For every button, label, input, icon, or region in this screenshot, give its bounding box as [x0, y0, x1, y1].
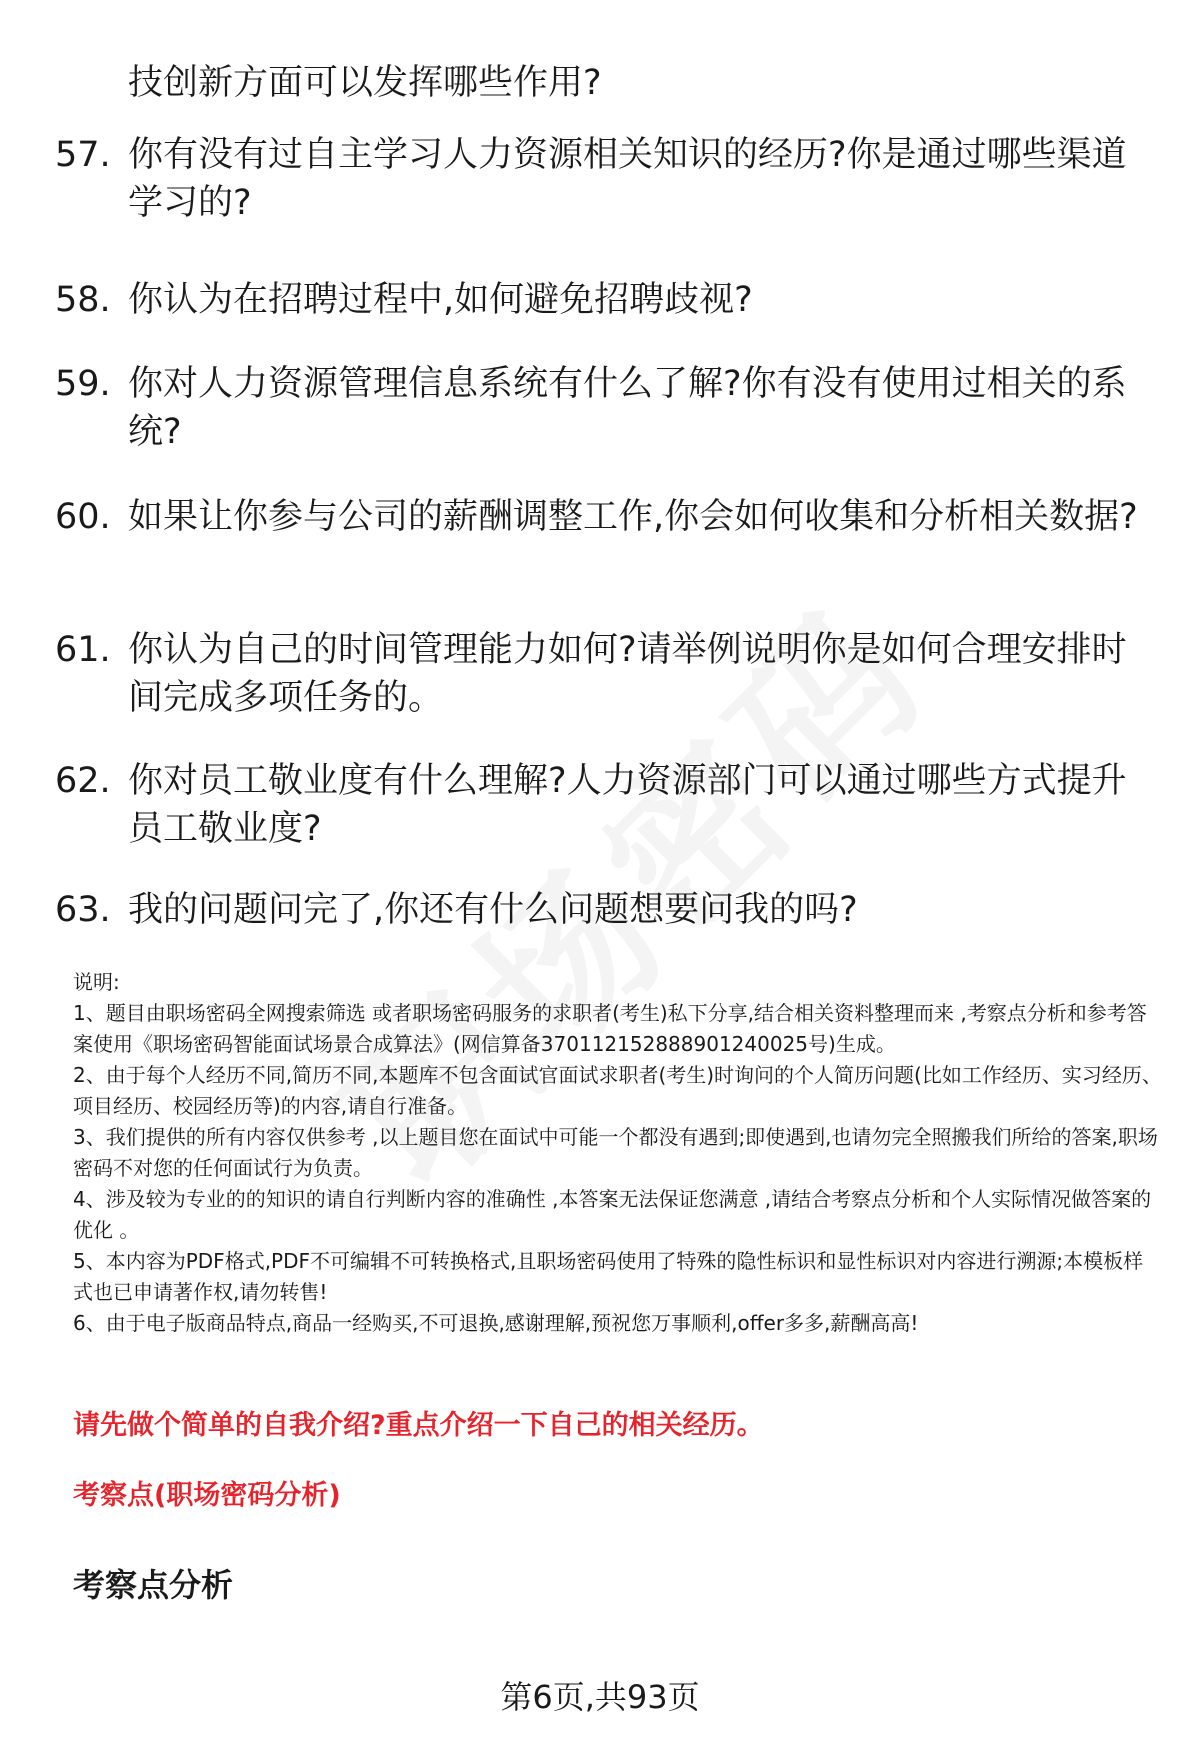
question-number: 63. [55, 890, 111, 930]
question-text: 你认为在招聘过程中,如何避免招聘歧视? [128, 280, 753, 320]
note-item: 1、题目由职场密码全网搜索筛选 或者职场密码服务的求职者(考生)私下分享,结合相关资料整理而来 ,考察点分析和参考答案使用《职场密码智能面试场景合成算法》(网信算备370112152888901240025号)生成。 [73, 1001, 1147, 1056]
question-continuation: 技创新方面可以发挥哪些作用? [128, 63, 602, 103]
page-number: 第6页,共93页 [500, 1678, 700, 1716]
note-item: 2、由于每个人经历不同,简历不同,本题库不包含面试官面试求职者(考生)时询问的个人简历问题(比如工作经历、实习经历、项目经历、校园经历等)的内容,请自行准备。 [73, 1063, 1162, 1118]
question-number: 59. [55, 364, 111, 404]
note-item: 5、本内容为PDF格式,PDF不可编辑不可转换格式,且职场密码使用了特殊的隐性标识和显性标识对内容进行溯源;本模板样式也已申请著作权,请勿转售! [73, 1249, 1144, 1304]
note-item: 6、由于电子版商品特点,商品一经购买,不可退换,感谢理解,预祝您万事顺利,offer多多,薪酬高高! [73, 1311, 919, 1335]
question-number: 61. [55, 630, 111, 670]
question-text: 我的问题问完了,你还有什么问题想要问我的吗? [128, 890, 858, 930]
notes-title: 说明: [73, 970, 120, 994]
question-text: 你有没有过自主学习人力资源相关知识的经历?你是通过哪些渠道学习的? [128, 135, 1127, 223]
question-number: 57. [55, 135, 111, 175]
question-number: 58. [55, 280, 111, 320]
note-item: 3、我们提供的所有内容仅供参考 ,以上题目您在面试中可能一个都没有遇到;即使遇到,也请勿完全照搬我们所给的答案,职场密码不对您的任何面试行为负责。 [73, 1125, 1158, 1180]
question-text: 你对员工敬业度有什么理解?人力资源部门可以通过哪些方式提升员工敬业度? [128, 761, 1127, 849]
section-heading: 考察点分析 [73, 1566, 234, 1604]
note-item: 4、涉及较为专业的的知识的请自行判断内容的准确性 ,本答案无法保证您满意 ,请结合考察点分析和个人实际情况做答案的优化 。 [73, 1187, 1152, 1242]
question-text: 如果让你参与公司的薪酬调整工作,你会如何收集和分析相关数据? [128, 497, 1138, 537]
question-number: 62. [55, 761, 111, 801]
question-text: 你对人力资源管理信息系统有什么了解?你有没有使用过相关的系统? [128, 364, 1127, 452]
highlight-question: 请先做个简单的自我介绍?重点介绍一下自己的相关经历。 [73, 1410, 764, 1441]
notes-section [73, 967, 1163, 1339]
question-text: 你认为自己的时间管理能力如何?请举例说明你是如何合理安排时间完成多项任务的。 [128, 630, 1127, 718]
highlight-subtitle: 考察点(职场密码分析) [73, 1480, 341, 1511]
question-number: 60. [55, 497, 111, 537]
